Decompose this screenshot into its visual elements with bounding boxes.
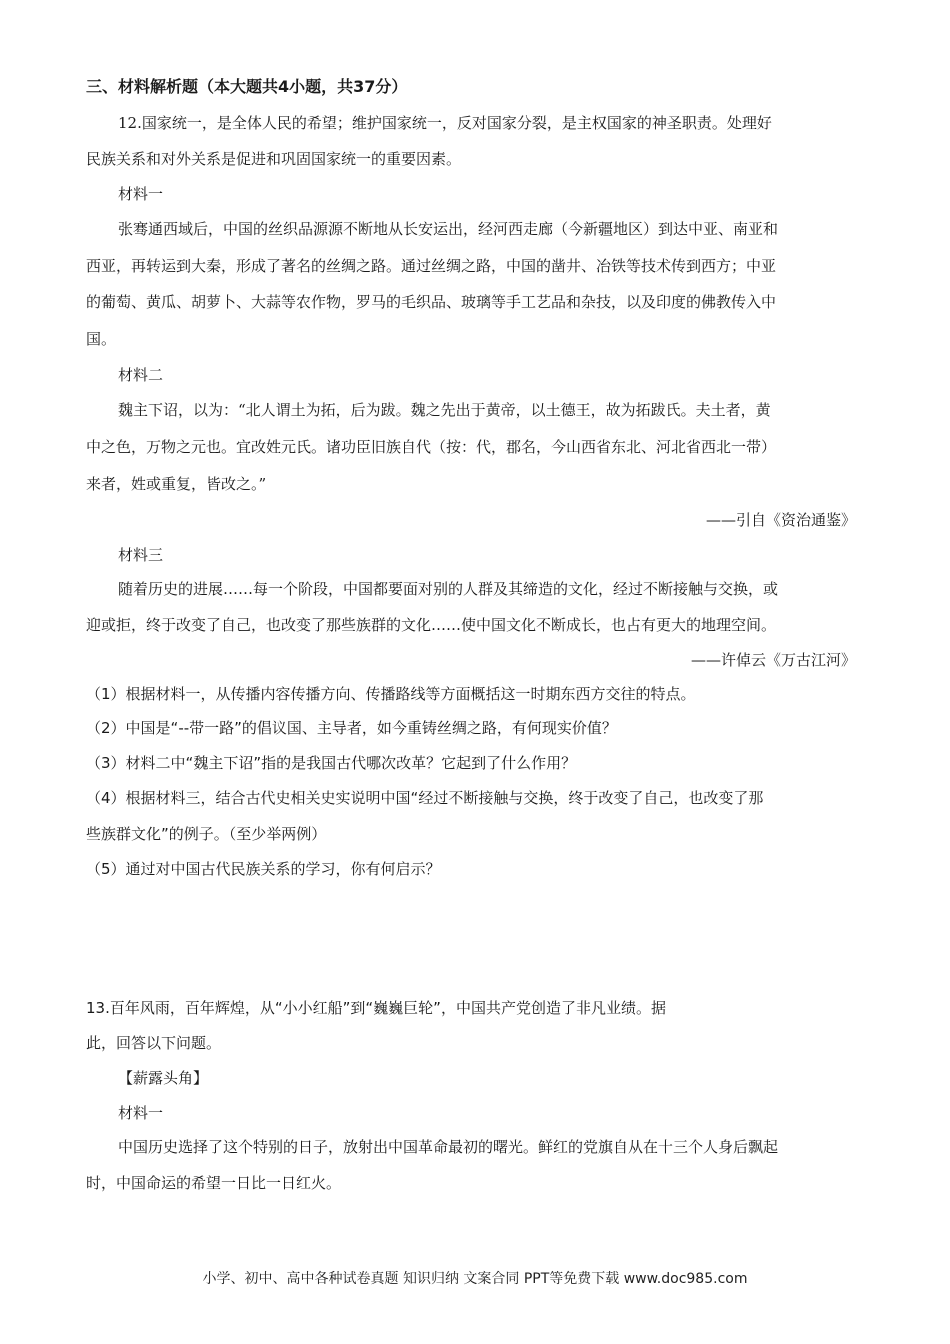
q12-material2-line2: 中之色，万物之元也。宜改姓元氏。诸功臣旧族自代（按：代，郡名，今山西省东北、河北省西北一带）	[86, 438, 777, 456]
q13-intro-line2: 此，回答以下问题。	[86, 1034, 222, 1052]
q12-material3-source: ——许倬云《万古江河》	[690, 651, 856, 669]
q12-material1-label: 材料一	[118, 185, 164, 203]
q12-material3-line1: 随着历史的进展……每一个阶段，中国都要面对别的人群及其缔造的文化，经过不断接触与交换，或	[118, 580, 779, 598]
q13-material1-line2: 时，中国命运的希望一日比一日红火。	[86, 1174, 342, 1192]
q12-subquestion-5: （5）通过对中国古代民族关系的学习，你有何启示？	[86, 860, 441, 878]
q12-material2-line1: 魏主下诏，以为：“北人谓土为拓，后为跋。魏之先出于黄帝，以土德王，故为拓跋氏。夫土者，黄	[118, 401, 771, 419]
page-footer: 小学、初中、高中各种试卷真题 知识归纳 文案合同 PPT等免费下载 www.doc985.com	[202, 1271, 748, 1287]
q12-material2-label: 材料二	[118, 366, 164, 384]
section-heading: 三、材料解析题（本大题共4小题，共37分）	[86, 77, 408, 96]
q12-material1-line2: 西亚，再转运到大秦，形成了著名的丝绸之路。通过丝绸之路，中国的凿井、冶铁等技术传到西方；中亚	[86, 257, 777, 275]
q12-material3-line2: 迎或拒，终于改变了自己，也改变了那些族群的文化……使中国文化不断成长，也占有更大的地理空间。	[86, 616, 777, 634]
q12-material2-line3: 来者，姓或重复，皆改之。”	[86, 475, 267, 493]
q12-intro-line2: 民族关系和对外关系是促进和巩固国家统一的重要因素。	[86, 150, 462, 168]
q12-subquestion-2: （2）中国是“--带一路”的倡议国、主导者，如今重铸丝绸之路，有何现实价值？	[86, 719, 617, 737]
q12-subquestion-1: （1）根据材料一，从传播内容传播方向、传播路线等方面概括这一时期东西方交往的特点。	[86, 685, 696, 703]
q12-material1-line4: 国。	[86, 330, 117, 348]
q12-subquestion-3: （3）材料二中“魏主下诏”指的是我国古代哪次改革？它起到了什么作用？	[86, 754, 577, 772]
q12-material1-line1: 张骞通西域后，中国的丝织品源源不断地从长安运出，经河西走廊（今新疆地区）到达中亚、南亚和	[118, 220, 779, 238]
q13-material1-line1: 中国历史选择了这个特别的日子，放射出中国革命最初的曙光。鲜红的党旗自从在十三个人身后飘起	[118, 1138, 779, 1156]
q12-subquestion-4-line2: 些族群文化”的例子。（至少举两例）	[86, 825, 327, 843]
q13-material1-label: 材料一	[118, 1104, 164, 1122]
q12-material3-label: 材料三	[118, 546, 164, 564]
q13-intro-line1: 13.百年风雨，百年辉煌，从“小小红船”到“巍巍巨轮”，中国共产党创造了非凡业绩。据	[86, 999, 666, 1017]
q12-material1-line3: 的葡萄、黄瓜、胡萝卜、大蒜等农作物，罗马的毛织品、玻璃等手工艺品和杂技，以及印度的佛教传入中	[86, 293, 777, 311]
q12-subquestion-4-line1: （4）根据材料三，结合古代史相关史实说明中国“经过不断接触与交换，终于改变了自己，也改变了那	[86, 789, 764, 807]
q12-intro-line1: 12.国家统一，是全体人民的希望；维护国家统一，反对国家分裂，是主权国家的神圣职责。处理好	[118, 114, 772, 132]
q12-material2-source: ——引自《资治通鉴》	[705, 511, 856, 529]
q13-sub-heading: 【薪露头角】	[118, 1069, 209, 1087]
